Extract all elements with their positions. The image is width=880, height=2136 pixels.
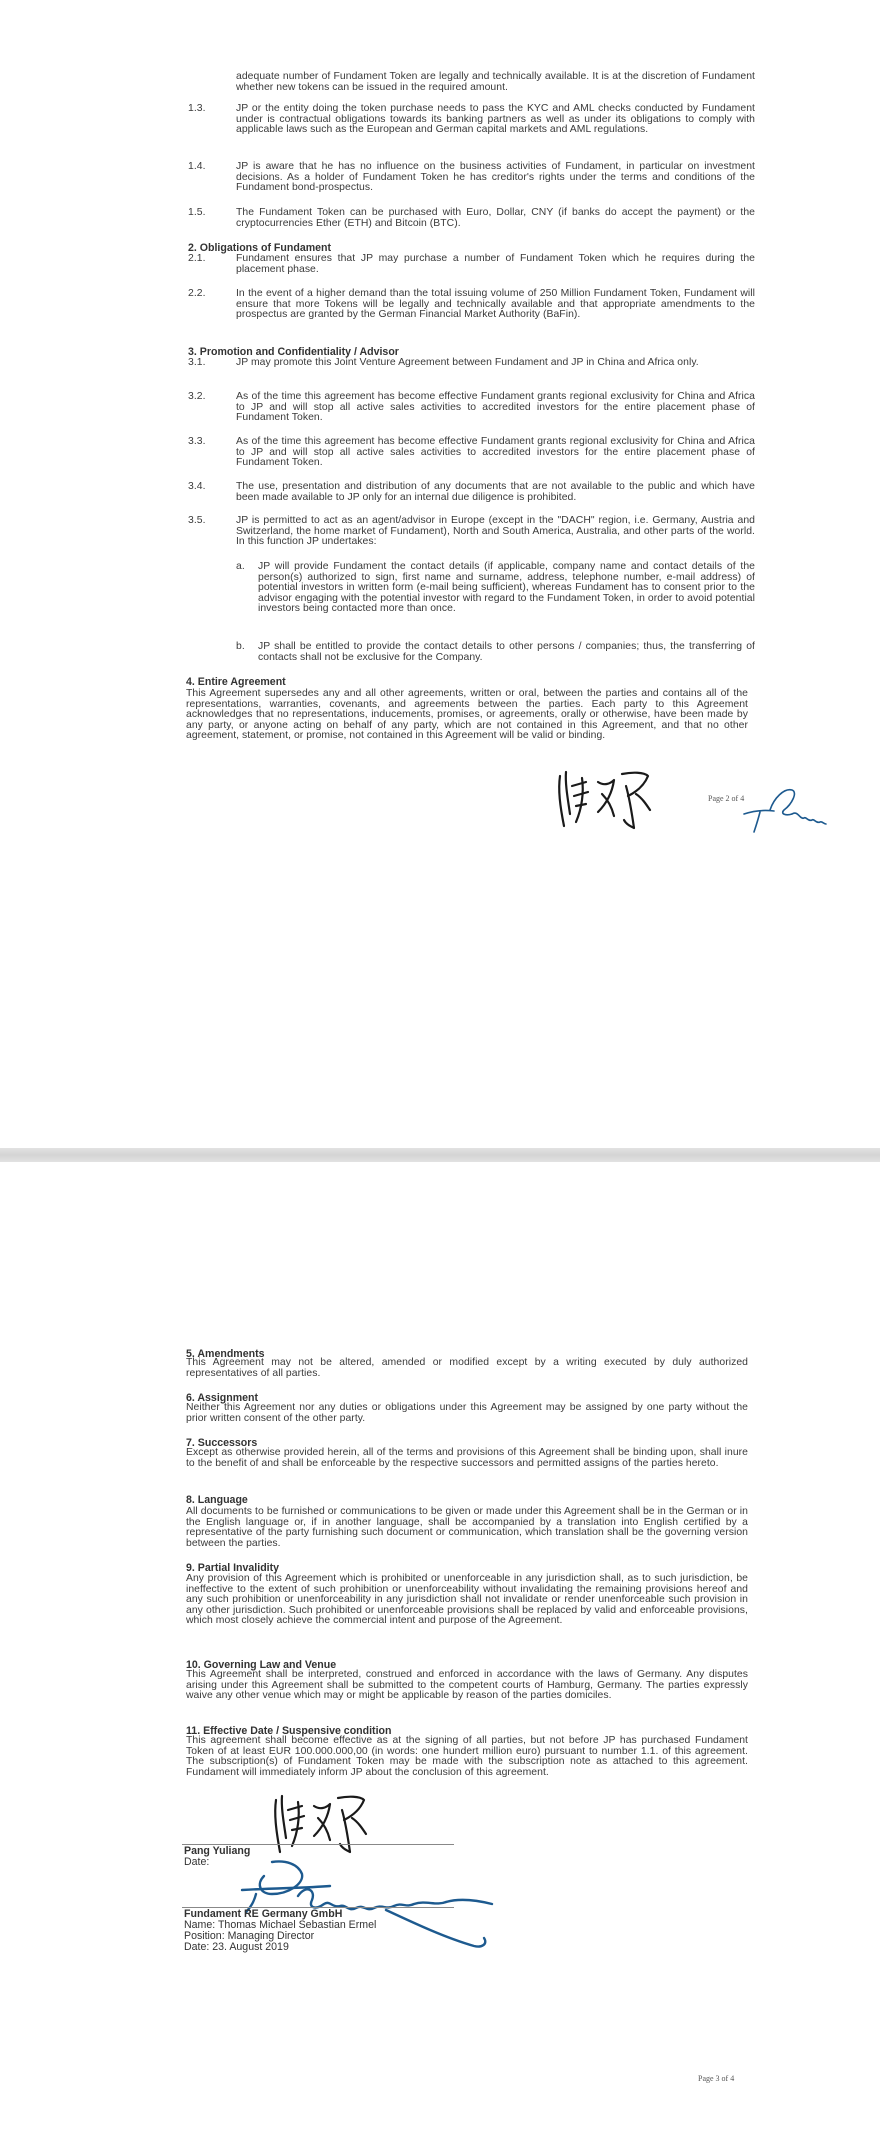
signatory-2-name: Name: Thomas Michael Sebastian Ermel [184, 1919, 377, 1931]
clause-3-3 [188, 437, 755, 469]
clause-3-1 [188, 358, 755, 369]
section-9-text: Any provision of this Agreement which is prohibited or unenforceable in any jurisdiction shall, as to such jurisdiction, be ineffective to the extent of such prohibition or unenforceability without invalidating the remaining provisions hereof and any such prohibition or unenforceability in any jurisdiction shall not invalidate or render unenforceable such provision in any other jurisdiction. Such prohibited or unenforceable provisions shall be replaced by valid and enforceable provisions, which most closely achieve the commercial intent and purpose of the Agreement. [186, 1573, 748, 1627]
clause-3-5 [188, 516, 755, 548]
signatory-2-position: Position: Managing Director [184, 1930, 315, 1942]
clause-text: JP is aware that he has no influence on the business activities of Fundament, in particular on investment decisions. As a holder of Fundament Token he has creditor's rights under the terms and conditions of the Fundament bond-prospectus. [236, 161, 755, 194]
clause-2-2 [188, 289, 755, 321]
clause-text: JP may promote this Joint Venture Agreement between Fundament and JP in China and Africa only. [236, 357, 699, 368]
section-6-text: Neither this Agreement nor any duties or obligations under this Agreement may be assigned by one party without the prior written consent of the other party. [186, 1402, 748, 1424]
section-5-heading: 5. Amendments [186, 1348, 265, 1360]
signatory-2-company: Fundament RE Germany GmbH [184, 1908, 343, 1920]
subclause-letter: a. [236, 561, 245, 572]
clause-text: The use, presentation and distribution of any documents that are not available to the public and which have been made available to JP only for an internal due diligence is prohibited. [236, 481, 755, 503]
clause-3-4 [188, 482, 755, 503]
section-11-heading: 11. Effective Date / Suspensive condition [186, 1725, 392, 1737]
section-10-text: This Agreement shall be interpreted, construed and enforced in accordance with the laws of Germany. Any disputes arising under this Agreement shall be submitted to the competent courts of Hamburg, Germany. The parties expressly waive any other venue which may or might be applicable by reason of the parties domiciles. [186, 1669, 748, 1702]
section-5-text: This Agreement may not be altered, amended or modified except by a writing executed by duly authorized representatives of all parties. [186, 1357, 748, 1379]
signature-pang-yuliang-page2 [552, 764, 662, 834]
clause-number: 3.2. [188, 391, 206, 402]
clause-number: 1.4. [188, 161, 206, 172]
initials-ermel-page2 [740, 780, 830, 840]
clause-number: 1.5. [188, 207, 206, 218]
clause-1-3 [188, 104, 755, 136]
clause-text: As of the time this agreement has become effective Fundament grants regional exclusivity for China and Africa to JP and will stop all active sales activities to accredited investors for the entire placement phase of Fundament Token. [236, 391, 755, 424]
signature-pang-yuliang [268, 1786, 378, 1858]
section-4-heading: 4. Entire Agreement [186, 676, 286, 688]
signatory-2-date: Date: 23. August 2019 [184, 1941, 289, 1953]
clause-number: 3.4. [188, 481, 206, 492]
page-separator [0, 1148, 880, 1162]
subclause-3-5-b [236, 642, 755, 663]
section-4-text: This Agreement supersedes any and all other agreements, written or oral, between the parties and contains all of the representations, warranties, covenants, and agreements between the parties. Each party to this Agreement acknowledges that no representations, inducements, promises, or agreements, orally or otherwise, have been made by any party, or anyone acting on behalf of any party, which are not contained in this Agreement, and that no other agreement, statement, or promise, not contained in this Agreement will be valid or binding. [186, 688, 748, 742]
clause-text: JP or the entity doing the token purchase needs to pass the KYC and AML checks conducted by Fundament under is contractual obligations towards its banking partners as well as under its obligations to comply with applicable laws such as the European and German capital markets and AML regulations. [236, 103, 755, 136]
document-page-3 [0, 1162, 880, 2136]
clause-text: The Fundament Token can be purchased with Euro, Dollar, CNY (if banks do accept the payment) or the cryptocurrencies Ether (ETH) and Bitcoin (BTC). [236, 207, 755, 229]
page-number: Page 2 of 4 [708, 794, 745, 803]
clause-2-1 [188, 254, 755, 275]
clause-text: JP is permitted to act as an agent/advisor in Europe (except in the "DACH" region, i.e. Germany, Austria and Switzerland, the home market of Fundament), North and South America, Australia, and other parts of the world. In this function JP undertakes: [236, 515, 755, 548]
section-11-text: This agreement shall become effective as at the signing of all parties, but not before JP has purchased Fundament Token of at least EUR 100.000.000,00 (in words: one hundert million euro) pursuant to number 1.1. of this agreement. The subscription(s) of Fundament Token may be made with the subscription note as attached to this agreement. Fundament will immediately inform JP about the conclusion of this agreement. [186, 1735, 748, 1778]
clause-number: 3.3. [188, 436, 206, 447]
signatory-1-name: Pang Yuliang [184, 1845, 251, 1857]
clause-number: 2.2. [188, 288, 206, 299]
clause-number: 1.3. [188, 103, 206, 114]
section-3-heading: 3. Promotion and Confidentiality / Advisor [188, 346, 399, 358]
clause-text: Fundament ensures that JP may purchase a number of Fundament Token which he requires during the placement phase. [236, 253, 755, 275]
clause-number: 2.1. [188, 253, 206, 264]
section-9-heading: 9. Partial Invalidity [186, 1562, 280, 1574]
intro-continuation: adequate number of Fundament Token are legally and technically available. It is at the discretion of Fundament whether new tokens can be issued in the required amount. [236, 71, 755, 93]
page-number: Page 3 of 4 [698, 2074, 735, 2083]
subclause-text: JP shall be entitled to provide the contact details to other persons / companies; thus, the transferring of contacts shall not be exclusive for the Company. [258, 641, 755, 663]
section-2-heading: 2. Obligations of Fundament [188, 242, 332, 254]
section-10-heading: 10. Governing Law and Venue [186, 1659, 337, 1671]
section-8-heading: 8. Language [186, 1494, 248, 1506]
clause-text: In the event of a higher demand than the total issuing volume of 250 Million Fundament Token, Fundament will ensure that more Tokens will be legally and technically available and that appropriate amendments to the prospectus are granted by the German Financial Market Authority (BaFin). [236, 288, 755, 321]
clause-1-4 [188, 162, 755, 194]
clause-text: As of the time this agreement has become effective Fundament grants regional exclusivity for China and Africa to JP and will stop all active sales activities to accredited investors for the entire placement phase of Fundament Token. [236, 436, 755, 469]
subclause-text: JP will provide Fundament the contact details (if applicable, company name and contact details of the person(s) authorized to sign, first name and surname, address, telephone number, e-mail address) of potential investors in written form (e-mail being sufficient), whereas Fundament has to consent prior to the advisor engaging with the potential investor with regard to the Fundament Token, in order to avoid potential investors being contacted more than once. [258, 561, 755, 615]
clause-3-2 [188, 392, 755, 424]
section-6-heading: 6. Assignment [186, 1392, 259, 1404]
clause-number: 3.5. [188, 515, 206, 526]
clause-number: 3.1. [188, 357, 206, 368]
section-8-text: All documents to be furnished or communications to be given or made under this Agreement shall be in the German or in the English language or, if in another language, shall be accompanied by a translation into English certified by a representative of the party furnishing such document or communication, which translation shall be the governing version between the parties. [186, 1506, 748, 1549]
signatory-1-date: Date: [184, 1856, 210, 1868]
subclause-3-5-a [236, 562, 755, 615]
section-7-text: Except as otherwise provided herein, all of the terms and provisions of this Agreement shall be binding upon, shall inure to the benefit of and shall be enforceable by the respective successors and permitted assigns of the parties hereto. [186, 1447, 748, 1469]
section-7-heading: 7. Successors [186, 1437, 258, 1449]
subclause-letter: b. [236, 641, 245, 652]
clause-1-5 [188, 208, 755, 229]
